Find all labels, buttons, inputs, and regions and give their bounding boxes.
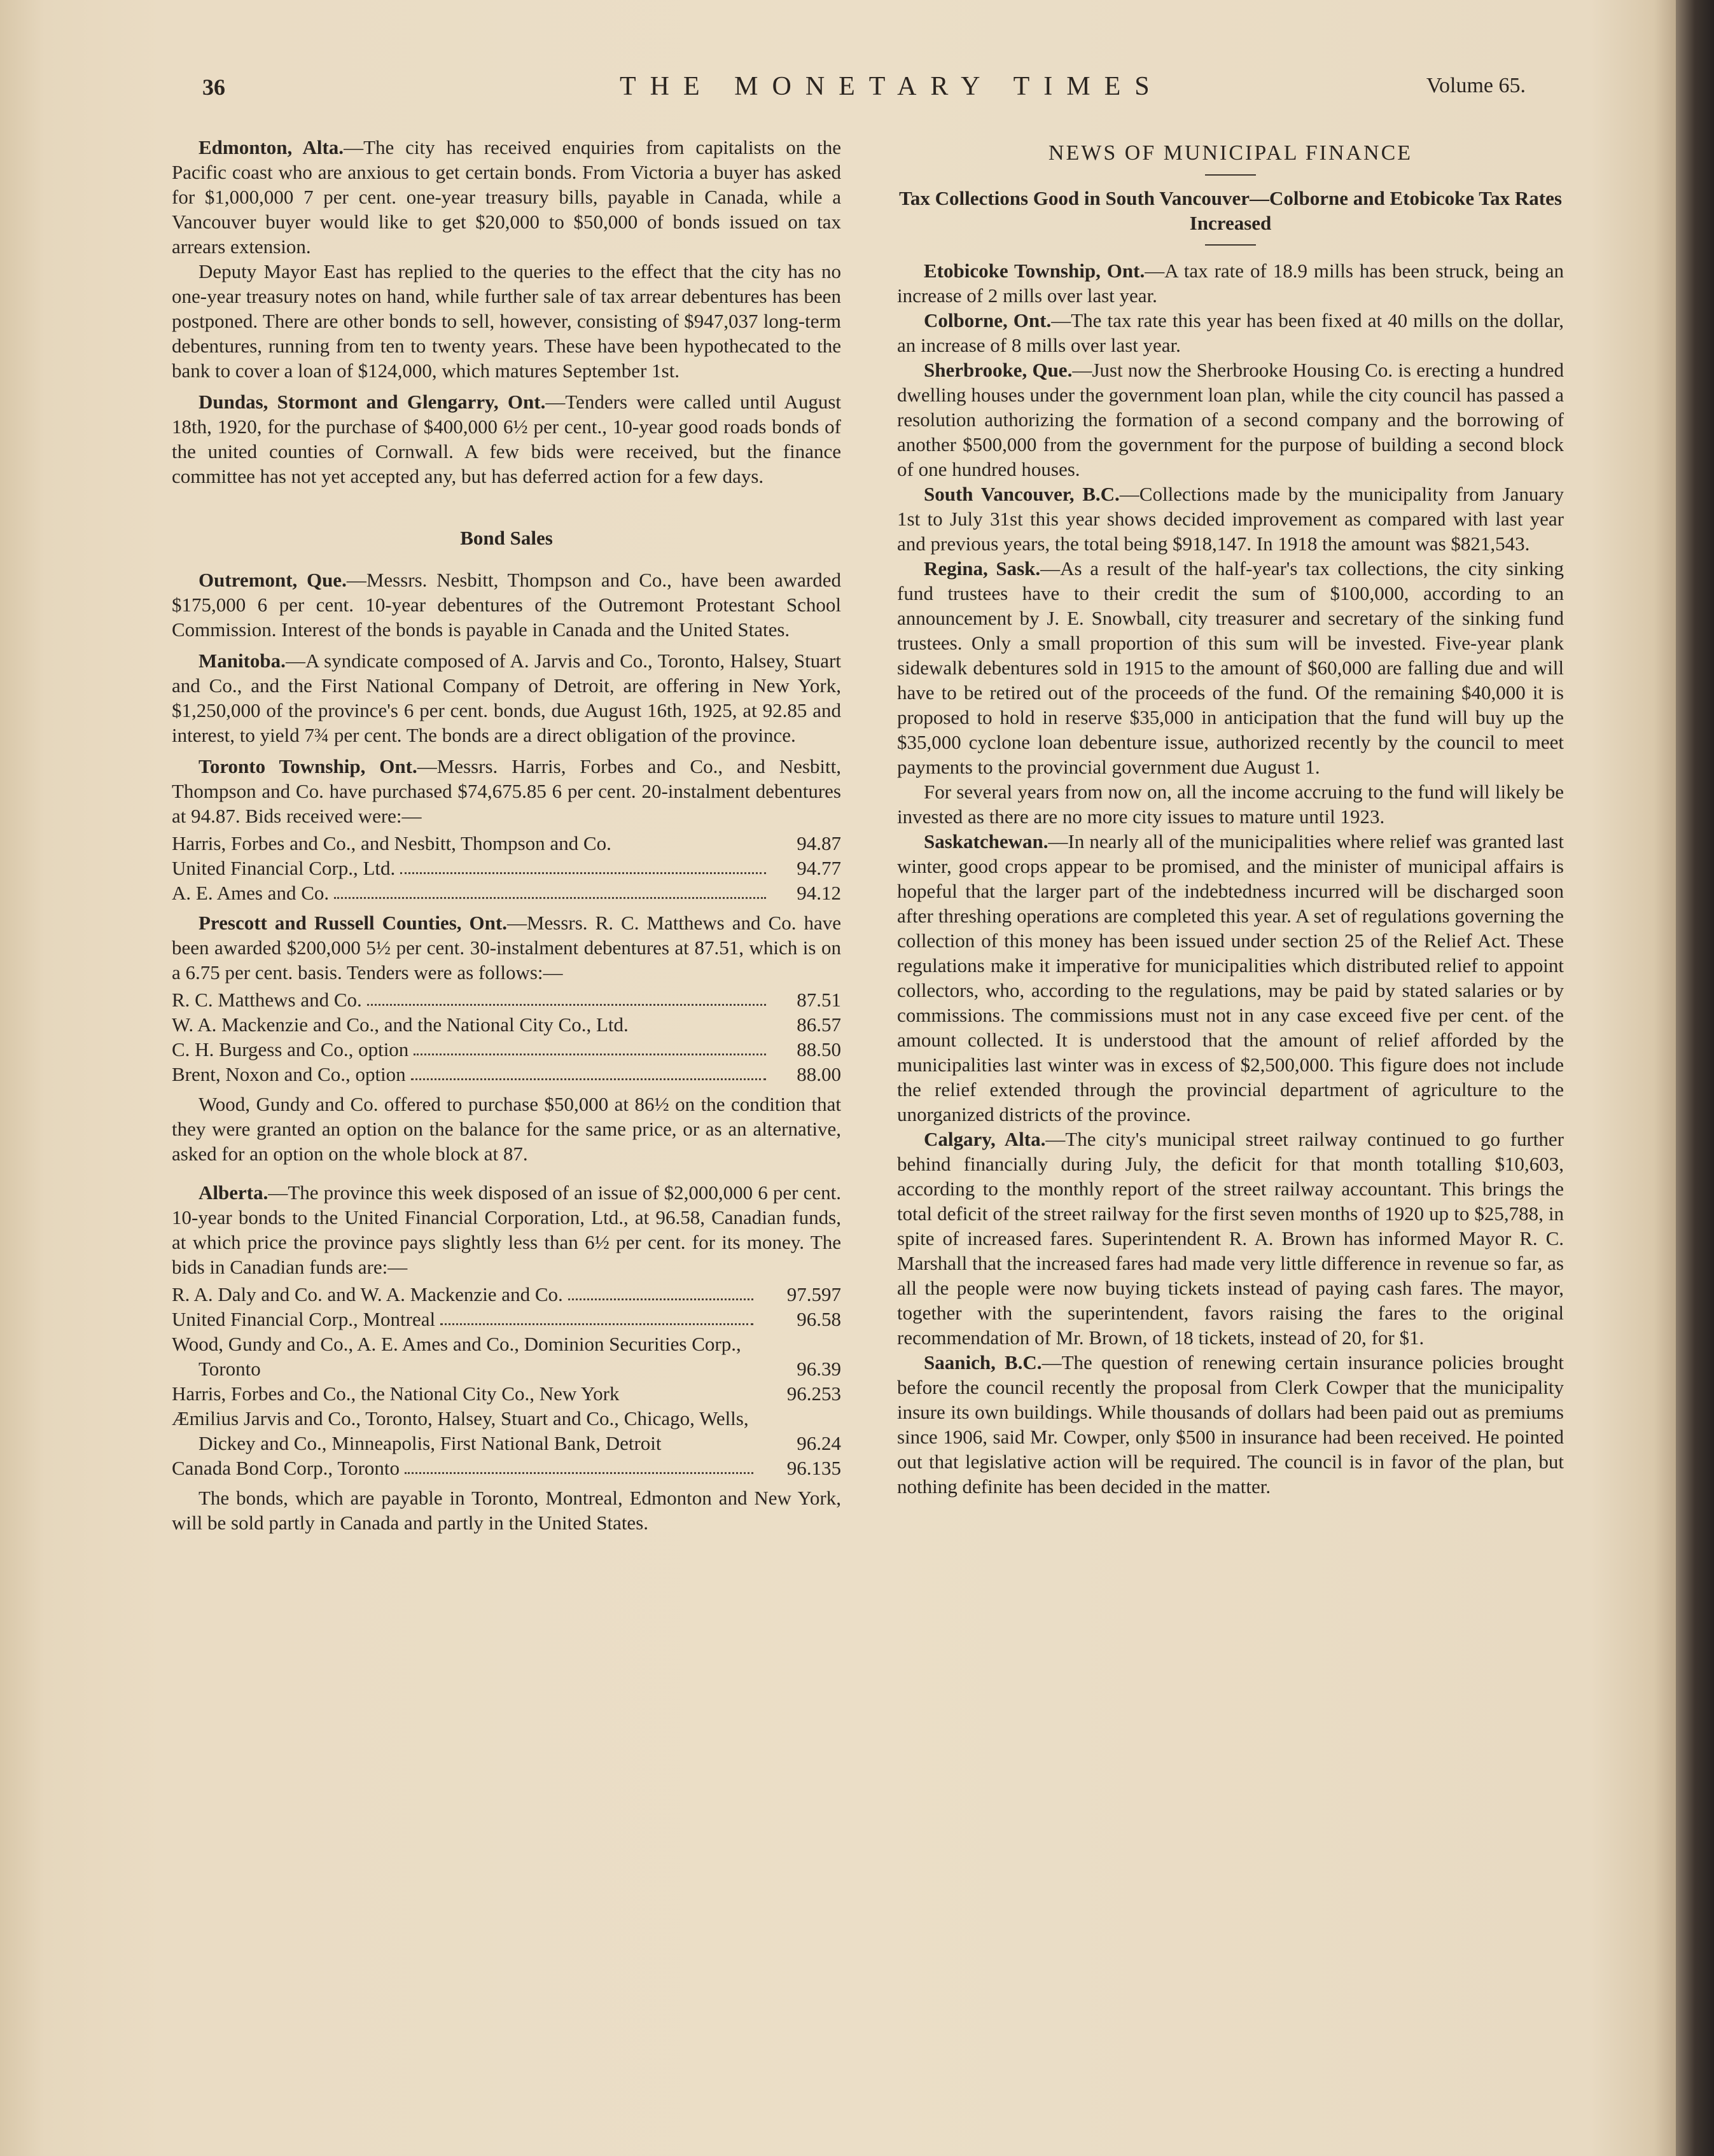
right-column	[897, 135, 1564, 1499]
left-column	[172, 135, 841, 1535]
news-item: Colborne, Ont.—The tax rate this year has been fixed at 40 mills on the dollar, an increase of 8 mills over last year.	[897, 309, 1564, 356]
divider	[1205, 174, 1256, 176]
news-item: Etobicoke Township, Ont.—A tax rate of 18.9 mills has been struck, being an increase of 2 mills over last year.	[897, 260, 1564, 307]
news-item: Sherbrooke, Que.—Just now the Sherbrooke Housing Co. is erecting a hundred dwelling houses under the government loan plan, while the city council has passed a resolution authorizing the formation of a second company and the borrowing of another $500,000 from the government for the purpose of building a second block of one hundred houses.	[897, 359, 1564, 480]
bid-row: C. H. Burgess and Co., option 88.50	[172, 1038, 841, 1061]
bid-row: A. E. Ames and Co. 94.12	[172, 882, 841, 904]
bid-row: Brent, Noxon and Co., option 88.00	[172, 1063, 841, 1085]
page-number: 36	[202, 74, 225, 100]
bond-sales-heading: Bond Sales	[460, 527, 553, 549]
bid-row: Harris, Forbes and Co., and Nesbitt, Thompson and Co. 94.87	[172, 832, 841, 854]
binding-shadow	[1676, 0, 1714, 2156]
news-item: Saskatchewan.—In nearly all of the municipalities where relief was granted last winter, good crops appear to be promised, and the minister of municipal affairs is hopeful that the larger part of the indebtedness incurred will be discharged soon after threshing operations are completed this year. A set of regulations governing the collection of this money has been issued under section 25 of the Relief Act. These regulations make it imperative for municipalities which distributed relief to appoint collectors, who, according to the regulations, may be paid by stated salaries or by commissions. The commissions must not in any case exceed five per cent. of the amount collected. It is understood that the amount of relief afforded by the municipalities last winter was in excess of $2,500,000. This figure does not include the relief extended through the provincial department of agriculture to the unorganized districts of the province.	[897, 830, 1564, 1125]
bid-row: Wood, Gundy and Co., A. E. Ames and Co., Dominion Securities Corp., Toronto 96.39	[172, 1333, 841, 1380]
page-header	[202, 71, 1526, 116]
volume-label: Volume 65.	[1426, 74, 1526, 97]
news-item: Regina, Sask.—As a result of the half-year's tax collections, the city sinking fund trustees have to their credit the sum of $100,000, according to an announcement by J. E. Snowball, city treasurer and secretary of the sinking fund trustees. Only a small proportion of this sum will be invested. Five-year plank sidewalk debentures sold in 1915 to the amount of $60,000 are falling due and will have to be retired out of the proceeds of the fund. Of the remaining $40,000 it is proposed to hold in reserve $35,000 in anticipation that the fund will buy up the $35,000 cyclone loan debenture issue, authorized recently by the council to meet payments to the provincial government due August 1.	[897, 557, 1564, 778]
article-toronto-township: Toronto Township, Ont.—Messrs. Harris, Forbes and Co., and Nesbitt, Thompson and Co. have purchased $74,675.85 6 per cent. 20-instalment debentures at 94.87. Bids received were:—	[172, 755, 841, 827]
bid-row: United Financial Corp., Ltd. 94.77	[172, 857, 841, 879]
bid-row: Harris, Forbes and Co., the National City Co., New York 96.253	[172, 1382, 841, 1405]
article-edmonton-cont: Deputy Mayor East has replied to the queries to the effect that the city has no one-year treasury notes on hand, while further sale of tax arrear debentures has been postponed. There are other bonds to sell, however, consisting of $947,037 long-term debentures, running from ten to twenty years. These have been hypothecated to the bank to cover a loan of $124,000, which matures September 1st.	[172, 260, 841, 382]
bid-row: Æmilius Jarvis and Co., Toronto, Halsey, Stuart and Co., Chicago, Wells, Dickey and Co., Minneapolis, First National Bank, Detroit 96.24	[172, 1407, 841, 1454]
article-outremont: Outremont, Que.—Messrs. Nesbitt, Thompson and Co., have been awarded $175,000 6 per cent. 10-year debentures of the Outremont Protestant School Commission. Interest of the bonds is payable in Canada and the United States.	[172, 569, 842, 641]
toronto-bids-list	[172, 831, 841, 905]
article-dundas: Dundas, Stormont and Glengarry, Ont.—Tenders were called until August 18th, 1920, for the purchase of $400,000 6½ per cent., 10-year good roads bonds of the united counties of Cornwall. A few bids were received, but the finance committee has not yet accepted any, but has deferred action for a few days.	[172, 391, 841, 487]
bid-row: R. A. Daly and Co. and W. A. Mackenzie and Co. 97.597	[172, 1283, 841, 1305]
bid-row: Canada Bond Corp., Toronto 96.135	[172, 1457, 841, 1479]
article-alberta-cont: The bonds, which are payable in Toronto, Montreal, Edmonton and New York, will be sold partly in Canada and partly in the United States.	[172, 1487, 841, 1534]
news-item: Calgary, Alta.—The city's municipal street railway continued to go further behind financially during July, the deficit for that month totalling $10,603, according to the monthly report of the street railway accountant. This brings the total deficit of the street railway for the first seven months of 1920 up to $25,788, in spite of increased fares. Superintendent R. A. Brown has informed Mayor R. C. Marshall that the increased fares had made very little difference in revenue so far, as all the people were now buying tickets instead of paying cash fares. The mayor, together with the superintendent, favors raising the fares to the original recommendation of Mr. Brown, of 18 tickets, instead of 20, for $1.	[897, 1128, 1564, 1349]
magazine-title: THE MONETARY TIMES	[620, 72, 1164, 101]
article-alberta: Alberta.—The province this week disposed of an issue of $2,000,000 6 per cent. 10-year bonds to the United Financial Corporation, Ltd., at 96.58, Canadian funds, at which price the province pays slightly less than 6½ per cent. for its money. The bids in Canadian funds are:—	[172, 1181, 841, 1278]
article-manitoba: Manitoba.—A syndicate composed of A. Jarvis and Co., Toronto, Halsey, Stuart and Co., and the First National Company of Detroit, are offering in New York, $1,250,000 of the province's 6 per cent. bonds, due August 16th, 1925, at 92.85 and interest, to yield 7¾ per cent. The bonds are a direct obligation of the province.	[172, 650, 841, 746]
news-item: South Vancouver, B.C.—Collections made by the municipality from January 1st to July 31st this year shows decided improvement as compared with last year and previous years, the total being $918,147. In 1918 the amount was $821,543.	[897, 483, 1564, 555]
bid-row: R. C. Matthews and Co. 87.51	[172, 989, 841, 1011]
bid-row: W. A. Mackenzie and Co., and the National City Co., Ltd. 86.57	[172, 1013, 841, 1036]
article-edmonton: Edmonton, Alta.—The city has received enquiries from capitalists on the Pacific coast who are anxious to get certain bonds. From Victoria a buyer has asked for $1,000,000 7 per cent. one-year treasury bills, payable in Canada, while a Vancouver buyer would like to get $20,000 to $50,000 of bonds issued on tax arrears extension.	[172, 136, 841, 258]
divider	[1205, 244, 1256, 246]
section-masthead: NEWS OF MUNICIPAL FINANCE	[1048, 141, 1413, 165]
news-item: For several years from now on, all the income accruing to the fund will likely be invested as there are no more city issues to mature until 1923.	[897, 781, 1564, 828]
article-prescott: Prescott and Russell Counties, Ont.—Messrs. R. C. Matthews and Co. have been awarded $200,000 5½ per cent. 30-instalment debentures at 87.51, which is on a 6.75 per cent. basis. Tenders were as follows:—	[172, 912, 841, 984]
article-prescott-cont: Wood, Gundy and Co. offered to purchase $50,000 at 86½ on the condition that they were granted an option on the balance for the same price, or as an alternative, asked for an option on the whole block at 87.	[172, 1093, 841, 1165]
bid-row: United Financial Corp., Montreal 96.58	[172, 1308, 841, 1330]
prescott-bids-list	[172, 987, 841, 1087]
alberta-bids-list	[172, 1282, 841, 1480]
section-subhead: Tax Collections Good in South Vancouver—Colborne and Etobicoke Tax Rates Increased	[899, 187, 1562, 234]
news-item: Saanich, B.C.—The question of renewing certain insurance policies brought before the council recently the proposal from Clerk Cowper that the municipality insure its own buildings. While thousands of dollars had been paid out as premiums since 1906, said Mr. Cowper, only $500 in insurance had been received. He pointed out that legislative action will be required. The council is in favor of the plan, but nothing definite has been decided in the matter.	[897, 1351, 1564, 1498]
